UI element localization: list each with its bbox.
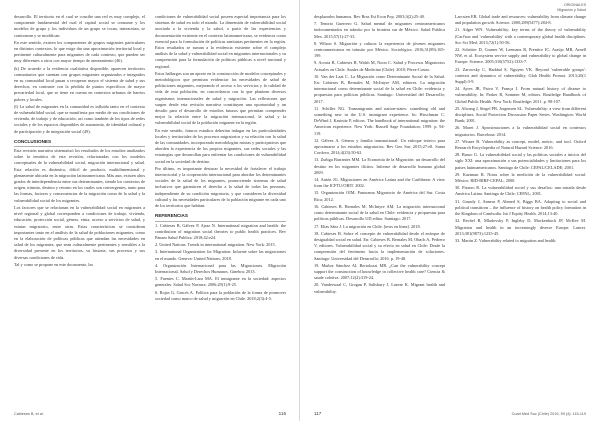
reference-entry: 13. Zuñiga Barrantes MM. La Economía de la Migración: un desarrollo del destino en los migrantes ilícitos. Informe de desarrollo humano global 2009.: [314, 157, 445, 175]
body-paragraph: (l) La salud de migrantes en la comunidad es influida tanto en el contexto de vulnerabilidad social, que se manifiesta por medio de sus condiciones de vivienda, de trabajo y de educación; así como también de los tipos de redes sociales y de los espacios disponibles de autonomía, de identidad cultural y de participación y de integración social (49).: [14, 103, 145, 134]
reference-entry: 20. Vanderwaal C, Grogan P, Salisbury J, Lazear K. Migrant health and vulnerability.: [314, 282, 445, 294]
reference-entry: 24. Ayres JR, Paiva V, França I. From natural history of disease to vulnerability. In: Parker R, Sommer M, editors. Routledge Handbook of Global Public Health. New York: Routledge; 2011. p. 98-107.: [455, 86, 586, 104]
reference-entry: 8. Wilson S. Migración y cultura: la experiencia de jóvenes migrantes centroamericanos en tránsito por México. Sociológica. 2016;31(89):165-199.: [314, 40, 445, 59]
section-heading: CONCLUSIONES: [14, 139, 145, 147]
reference-entry: 30. Pizarro R. La vulnerabilidad social y sus desafíos: una mirada desde América Latina. Santiago de Chile: CEPAL; 2001.: [455, 185, 586, 197]
reference-entry: 29. Kaztman R. Notas sobre la medición de la vulnerabilidad social. México: BID-BIRF-CEPAL; 2000.: [455, 171, 586, 184]
body-paragraph: Los factores que se relacionan en la vulnerabilidad social en migrantes a nivel regional y global corresponden a condiciones de trabajo, vivienda, educación, protección social, género, etnia, acceso a servicios de salud, y estatus migratorio, entre otras. Estas características se consideran importantes tanto en el análisis de la salud de poblaciones migrantes, como en la elaboración de políticas públicas que atiendan las necesidades en salud de los migrantes, que sean culturalmente pertinentes y sensibles a la diversidad presente en los territorios, su historia, sus procesos y sus diversas condiciones de vida.: [14, 204, 145, 260]
reference-entry: 19. Muñoz Sánchez AI, Bertolozzi MR. ¿Can the vulnerability concept support the construction of knowledge in collective health care? Ciencia & saude coletiva. 2007;12(2):319-24.: [314, 262, 445, 281]
right-page: [300, 0, 600, 421]
reference-entry: 3. International Organization for Migration. Informe sobre las migraciones en el mundo. Geneva: United Nations; 2018.: [155, 249, 286, 261]
right-column-1: [314, 14, 445, 402]
footer-author: Cabieses B, et al.: [14, 412, 44, 416]
reference-entry: 11. Schiller NG. Transmigrants and nation-states: something old and something new in the U.S. immigrant experience. In: Hirschman C, DeWind J, Kasinitz P, editors. The handbook of international migration: the American experience. New York: Russell Sage Foundation; 1999. p. 94-119.: [314, 105, 445, 136]
footer-journal: Cuad Méd Soc (Chile) 2019, 59 (4): 115-119: [511, 412, 586, 416]
reference-entry: 33. Martin Z. Vulnerability related to migration and health.: [455, 237, 557, 243]
right-header: [557, 3, 586, 12]
reference-entry: 16. Cabieses B, Bernales M, McIntyre AM. La migración internacional como determinante social de la salud en Chile: evidencia y propuestas para políticas públicas. Desarrollo UD editor. Santiago; 2017.: [314, 203, 445, 222]
body-paragraph: Por último, es importante destacar la necesidad de fortalecer el trabajo intersectorial y la cooperación internacional para abordar los determinantes sociales de la salud de los migrantes, promoviendo sistemas de salud inclusivos que garanticen el derecho a la salud de todas las personas, independiente de su condición migratoria, y que consideren la diversidad cultural y las necesidades particulares de la población migrante en cada uno de los territorios que habitan.: [155, 165, 286, 209]
reference-entry: 31. Grundy J, Annear P, Ahmed S, Biggs BA. Adapting to social and political transitions – the influence of history on health policy formation in the Kingdom of Cambodia. Int J Equity Health. 2014;13:40.: [455, 198, 586, 217]
body-paragraph: desarrollo. El territorio en el cual se concibe una red es muy complejo, el componente fundamental del cual el capital social se consume y los modelos de grupo y los individuos de un grupo se tocan, interactúan, se contornean y se modifican.: [14, 14, 145, 38]
reference-entry: 7. Tenorio Guerrero G. Salud mental de migrantes centroamericanos indocumentados en tránsito por la frontera sur de México. Salud Publica Mex. 2015;57(1):27-33.: [314, 21, 445, 39]
header-section: ORIGINALES: [564, 3, 586, 7]
page-number-right: 117: [314, 411, 322, 416]
reference-entry: 28. Busso G. La vulnerabilidad social y las políticas sociales a inicios del siglo XXI: una aproximación a sus potencialidades y limitaciones para los países latinoamericanos. Santiago de Chile: CEPAL/CELADE; 2001.: [455, 152, 586, 170]
reference-entry: 17. Elías Sáez J. La migración en Chile. [tesis en línea]. 2018.: [314, 223, 421, 229]
reference-entry: 2. United Nations. Trends in international migration. New York: 2015.: [155, 242, 276, 248]
left-column-1: [14, 14, 145, 402]
body-paragraph: Tal y como se propone en este documento, las: [14, 261, 94, 267]
reference-entry: 25. Alwang J, Siegel PB, Jorgensen SL. Vulnerability: a view from different disciplines. Social Protection Discussion Paper Series. Washington: World Bank; 2001.: [455, 105, 586, 124]
reference-entry: 27. Wisner B. Vulnerability as concept, model, metric, and tool. Oxford Research Encyclopedia of Natural Hazard Science. 2016.: [455, 138, 586, 151]
body-paragraph: condiciones de vulnerabilidad social poseen especial importancia para los sistemas de salud en todo el mundo. La dimensión de vulnerabilidad social asociada a la vivienda y la salud, a partir de las experiencias y documentación existente en el contexto latinoamericano, se evidencia como esencial para la formulación de políticas sanitarias pertinentes en la región. Estos resultados se suman a la evidencia existente sobre el complejo análisis de la salud y vulnerabilidad social en migrantes internacionales y su comprensión para la formulación de políticas públicas a nivel nacional y regional.: [155, 14, 286, 69]
reference-entry: 26. Moret J. Aproximaciones a la vulnerabilidad social en contextos migratorios. Barcelona: 2014.: [455, 125, 586, 137]
body-paragraph: En este sentido, futuros estudios deberían indagar en las particularidades locales y territoriales de los procesos migratorios y su relación con la salud de las comunidades, incorporando metodologías mixtas y participativas que aborden la experiencia de los propios migrantes, sus redes sociales y las estrategias que desarrollan para enfrentar las condiciones de vulnerabilidad social en la sociedad de destino.: [155, 127, 286, 164]
left-footer: [14, 408, 286, 416]
reference-entry: 9. Acosta B, Cabieses B, Walsh M, Noon C. Salud y Procesos Migratorios Actuales en Chile. Anales de Medicina (Chile). 2018; Pérez-Castro.: [314, 60, 445, 72]
reference-entry: desplazados humanos. Rev Bras Est Econ Pop. 2003;3(2):25-40.: [314, 14, 425, 19]
body-paragraph: Esta revisión narrativa sistematizó los resultados de los estudios analizados sobre la temática de esta revisión, relacionadas con los modelos conceptuales de la vulnerabilidad social, migración internacional y salud. Esta relación es dinámica, difícil de producir, multidimensional y plenamente ubicada en la migración latinoamericana. Más aun, existen altos grados de interdependencia entre sus determinantes, siendo los contextos de origen, tránsito, destino y retorno en los cuales son convergentes, tanto para las formas, factores y consecuencias de la migración como de la salud y la vulnerabilidad social de los migrantes.: [14, 148, 145, 203]
reference-entry: 14. Antón JG. Migraciones en América Latina and the Caribbean: A view from the ICFTU/ORIT. 2002.: [314, 177, 445, 189]
reference-entry: 1. Cabieses B, Gálvez P, Ajraz N. International migration and health: the contribution of migration social theories to public health practices. Rev Panam Salud Publica. 2018;42:e24.: [155, 222, 286, 240]
reference-entry: 10. Van der Laat C. La Migración como Determinante Social de la Salud. En: Cabieses B, Bernales M, McIntyre AM, editores. La migración internacional como determinante social de la salud en Chile: evidencia y propuestas para políticas públicas. Santiago: Universidad del Desarrollo; 2017.: [314, 73, 445, 104]
body-paragraph: En este sentido, existen los componentes de grupos migrantes particulares en distintos contextos, lo que exige dar una aproximación territorial local y pertinente culturalmente para migrantes de cada contexto, que pueden ser muy diferentes a otros con mayor tiempo de asentamiento (46).: [14, 39, 145, 64]
right-column-2: [455, 14, 586, 402]
body-paragraph: Estos hallazgos son un aporte en la construcción de modelos conceptuales y metodológicos que permitan evidenciar las necesidades de salud de poblaciones migrantes, mejorando el acceso a los servicios y la calidad de vida de esta población, en concordancia con lo que plantean diversos organismos internacionales de salud y migración. Las reflexiones que surgen desde esta revisión narrativa constituyen una oportunidad y un desafío para el desarrollo de estudios futuros que permitan comprender mejor la relación entre la migración internacional, la salud y la vulnerabilidad social de la población migrante en la región.: [155, 70, 286, 126]
right-footer: [314, 408, 586, 416]
reference-entry: 21. Adger WN. Vulnerability: key terms of the theory of vulnerability (Carl'son and 'vulnerability' with a contemporary global health disciplines. Soc Sci Med. 2013;72(1):50-56.: [455, 27, 586, 45]
reference-entry: 6. Rojas G, Garcés A. Política para la población de la forma de promover sociedad como marco de salud y migración en Chile. 2018;2(3):4-5.: [155, 289, 286, 301]
reference-entry: Larcsten EB. Global trade and resources: vulnerability from climate change and population growth. Science. 2000;289(5477):284-8.: [455, 14, 586, 26]
page-number-left: 116: [278, 411, 286, 416]
reference-entry: 5. Fuentes C, Martín-Lara MA. El inmigrante en la sociedad: aspectos generales. Salud Soc Navarra. 2006;29(1):9-25.: [155, 276, 286, 288]
section-heading: REFERENCIAS: [155, 213, 286, 221]
left-page-columns: [14, 14, 286, 402]
reference-entry: 22. Schröter D, Cramer W, Leemans R, Prentice IC, Araújo MB, Arnell NW, et al. Ecosystem service supply and vulnerability to global change in Europe. Science. 2005;310(5752):1333-7.: [455, 47, 586, 65]
reference-entry: 18. Cabieses B. Sobre el concepto de vulnerabilidad desde el enfoque de desigualdad social en salud. En: Cabieses B, Bernales M, Obach A, Pedrero V, editores. Vulnerabilidad social y su efecto en salud en Chile: Desde la comprensión del fenómeno hacia la implementación de soluciones. Santiago: Universidad del Desarrollo; 2016. p. 19-48.: [314, 230, 445, 261]
reference-entry: 15. Organización OIM, Panorama Migratorio de América del Sur. Costa Rica; 2012.: [314, 190, 445, 202]
right-page-columns: [314, 14, 586, 402]
reference-entry: 4. Organización Internacional para las Migraciones. Migración Internacional, Salud y Derechos Humanos. Ginebra; 2013.: [155, 262, 286, 274]
reference-entry: 23. Zarowsky C, Haddad S, Nguyen VK. Beyond 'vulnerable groups': contexts and dynamics of vulnerability. Glob Health Promot. 2013;20(1 Suppl):3-9.: [455, 66, 586, 85]
body-paragraph: (k) De acuerdo a la evidencia cualitativa disponible, aparecen territorios comunitarios que cuentan con grupos migrantes organizados e integrados en su comunidad local pasan a recuperar mayor el sistema de salud y sus derechos, en contraste con la pérdida de puntos específicos de mayor precariedad local, que se tiene en cuenta en contextos urbanos de barrios pobres y locales.: [14, 65, 145, 102]
header-topic: Migración y Salud: [557, 7, 586, 12]
reference-entry: 12. Gálvez A. Género y familia transnacional. Un enfoque teórico para aproximarse a los estudios migratorios. Rev Geo Sur. 2015;27:e8. Suma Cordova. 2014;4(23):50-62.: [314, 137, 445, 156]
reference-entry: 32. Rechel B, Mladovsky P, Ingleby D, Mackenbach JP, McKee M. Migration and health in an increasingly diverse Europe. Lancet. 2013;381(9873):1235-45.: [455, 218, 586, 236]
left-column-2: [155, 14, 286, 402]
